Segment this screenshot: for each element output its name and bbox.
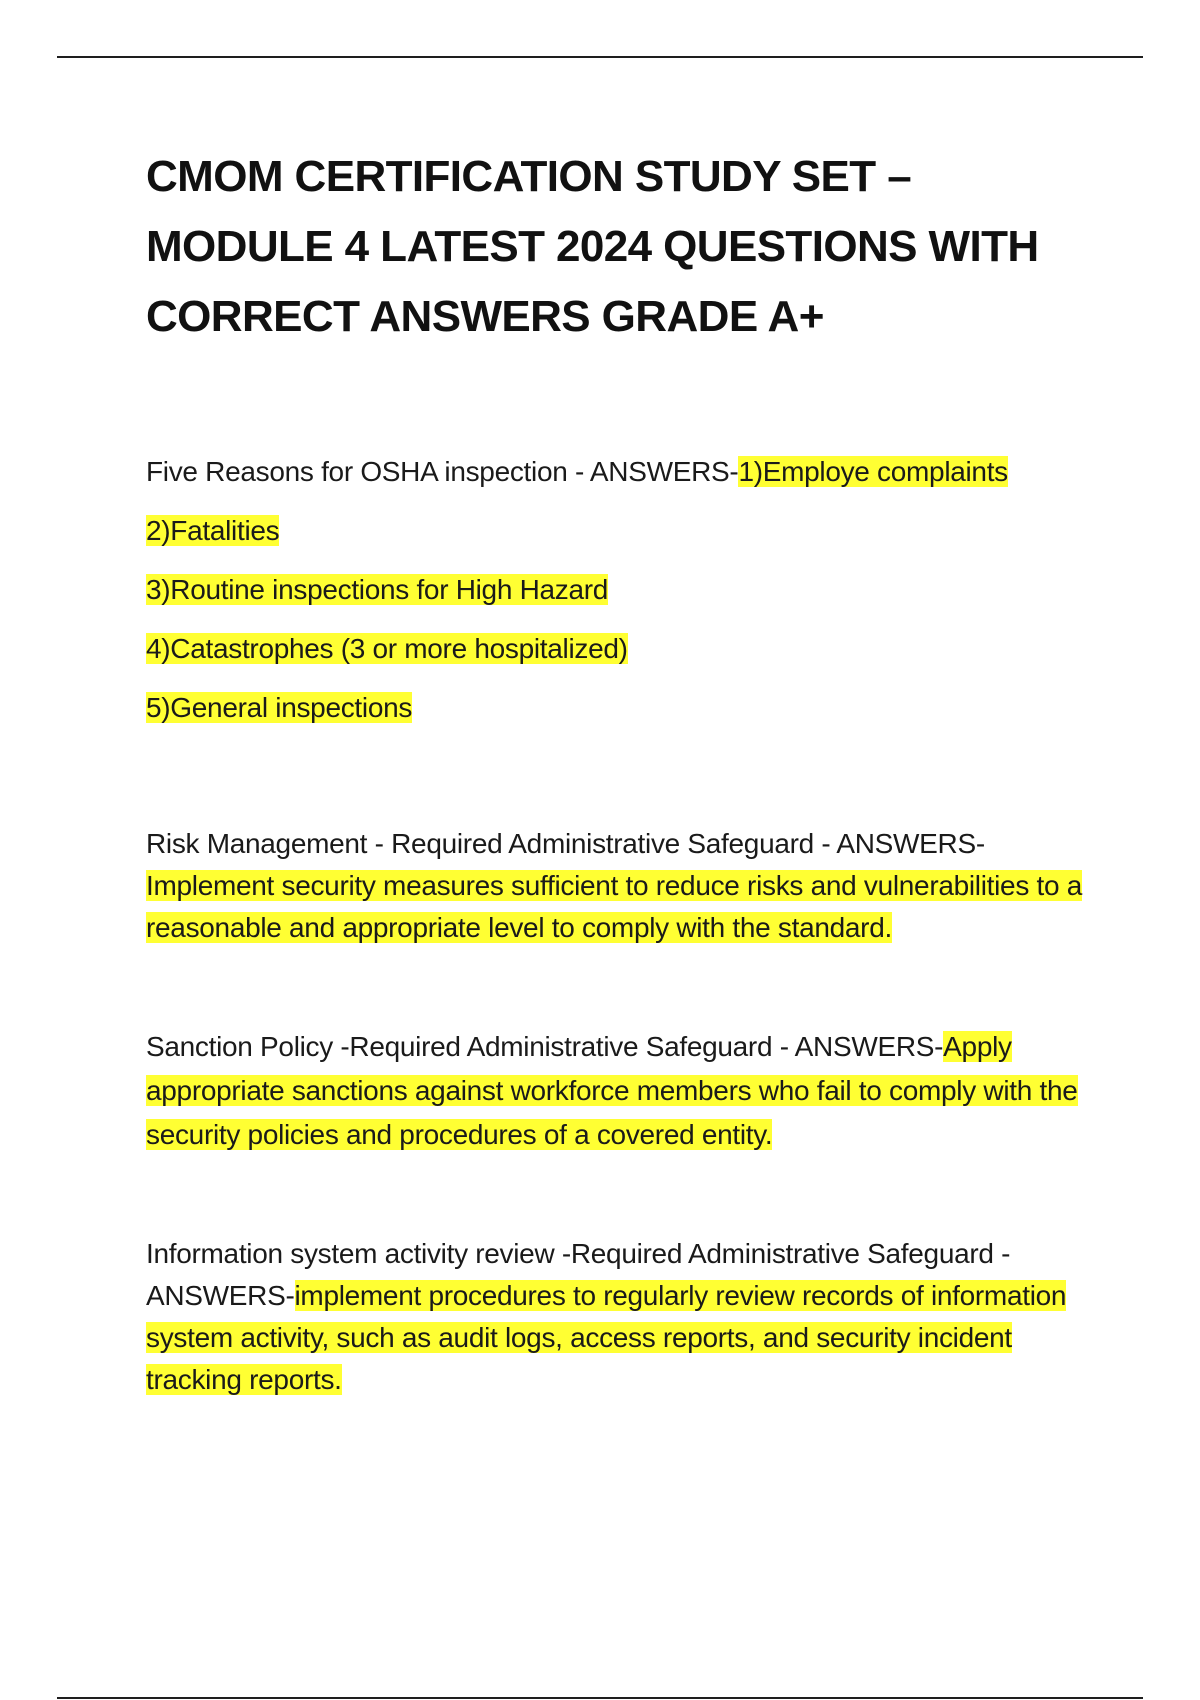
answer-text: 2)Fatalities (146, 515, 280, 546)
qa-line (146, 501, 1106, 560)
bottom-rule (57, 1697, 1143, 1699)
qa-paragraph (146, 1233, 1106, 1401)
question-text: Sanction Policy -Required Administrative Safeguard - ANSWERS- (146, 1031, 944, 1062)
answer-text: Apply appropriate sanctions against workforce members who fail to comply with the security policies and procedures of a covered entity. (146, 1031, 1078, 1150)
qa-paragraph (146, 823, 1106, 949)
qa-line (146, 678, 1106, 737)
qa-entry-osha (146, 442, 1106, 737)
answer-text: 5)General inspections (146, 692, 413, 723)
qa-entry-risk-management (146, 823, 1106, 949)
top-rule (57, 56, 1143, 58)
qa-line (146, 619, 1106, 678)
answer-text: implement procedures to regularly review records of information system activity, such as audit logs, access reports, and security incident tracking reports. (146, 1280, 1067, 1395)
document-body (146, 142, 1106, 1401)
question-text: Five Reasons for OSHA inspection - ANSWERS- (146, 456, 739, 487)
answer-text: 3)Routine inspections for High Hazard (146, 574, 609, 605)
answer-text: 4)Catastrophes (3 or more hospitalized) (146, 633, 628, 664)
qa-paragraph (146, 1025, 1106, 1157)
qa-line (146, 442, 1106, 501)
question-text: Information system activity review -Required Administrative Safeguard - ANSWERS- (146, 1238, 1011, 1311)
document-title: CMOM CERTIFICATION STUDY SET – MODULE 4 LATEST 2024 QUESTIONS WITH CORRECT ANSWERS GRADE A+ (146, 152, 1039, 341)
qa-entry-sanction-policy (146, 1025, 1106, 1157)
qa-entry-information-system-review (146, 1233, 1106, 1401)
answer-text: Implement security measures sufficient to reduce risks and vulnerabilities to a reasonable and appropriate level to comply with the standard. (146, 870, 1082, 943)
question-text: Risk Management - Required Administrative Safeguard - ANSWERS- (146, 828, 985, 859)
qa-line (146, 560, 1106, 619)
answer-text: 1)Employe complaints (738, 456, 1008, 487)
